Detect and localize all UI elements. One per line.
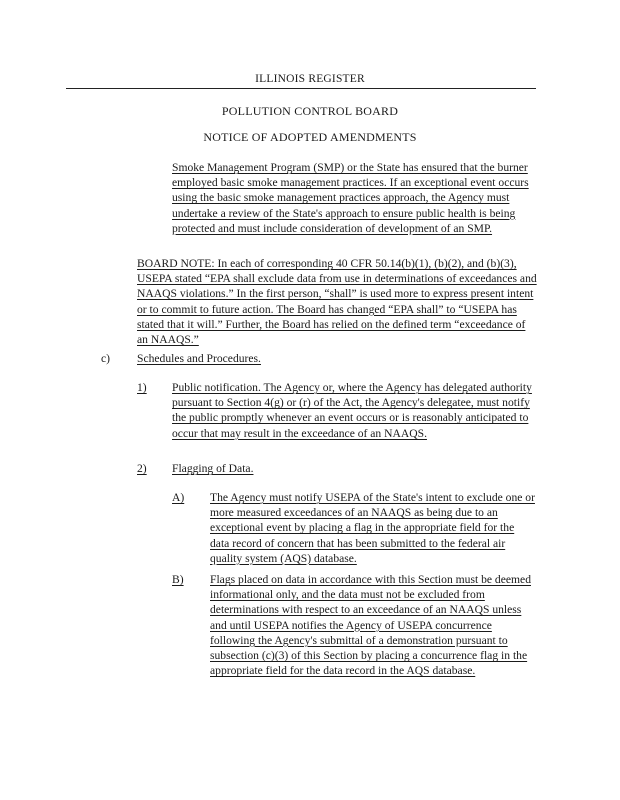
item-2-label: 2): [137, 462, 147, 475]
sub-a-label: A): [172, 491, 185, 504]
sub-b-text: Flags placed on data in accordance with this Section must be deemed informational only, and the data must not be excluded from determinations with respect to an exceedance of an NAAQS unless and until USEPA notifies the Agency of USEPA concurrence following the Agency's submittal of a demonstration pursuant to subsection (c)(3) of this Section by placing a concurrence flag in the appropriate field for the data record in the AQS database.: [210, 573, 531, 678]
item-1-text: Public notification. The Agency or, where the Agency has delegated authority pursuant to Section 4(g) or (r) of the Act, the Agency's delegatee, must notify the public promptly whenever an event occurs or is reasonably anticipated to occur that may result in the exceedance of an NAAQS.: [172, 381, 532, 440]
header-rule: [66, 88, 536, 89]
register-header: ILLINOIS REGISTER: [255, 73, 365, 85]
item-1-label: 1): [137, 381, 147, 394]
smp-paragraph: Smoke Management Program (SMP) or the State has ensured that the burner employed basic smoke management practices. If an exceptional event occurs using the basic smoke management practices approach, the Agency must undertake a review of the State's approach to ensure public health is being protected and must include consideration of development of an SMP.: [172, 161, 529, 235]
item-2-title: Flagging of Data.: [172, 462, 254, 475]
section-c-label: c): [101, 352, 111, 365]
notice-title: NOTICE OF ADOPTED AMENDMENTS: [203, 130, 417, 144]
sub-a-text: The Agency must notify USEPA of the State's intent to exclude one or more measured exceedances of an NAAQS as being due to an exceptional event by placing a flag in the appropriate field for the data record of concern that has been submitted to the federal air quality system (AQS) database.: [210, 491, 535, 565]
section-c-title: Schedules and Procedures.: [137, 352, 261, 365]
board-title: POLLUTION CONTROL BOARD: [221, 104, 399, 118]
board-note: BOARD NOTE: In each of corresponding 40 CFR 50.14(b)(1), (b)(2), and (b)(3), USEPA stated “EPA shall exclude data from use in determinations of exceedances and NAAQS violations.” In the first person, “shall” is used more to express present intent or to commit to future action. The Board has changed “EPA shall” to “USEPA has stated that it will.” Further, the Board has relied on the defined term “exceedance of an NAAQS.”: [137, 257, 537, 347]
sub-b-label: B): [172, 573, 184, 586]
